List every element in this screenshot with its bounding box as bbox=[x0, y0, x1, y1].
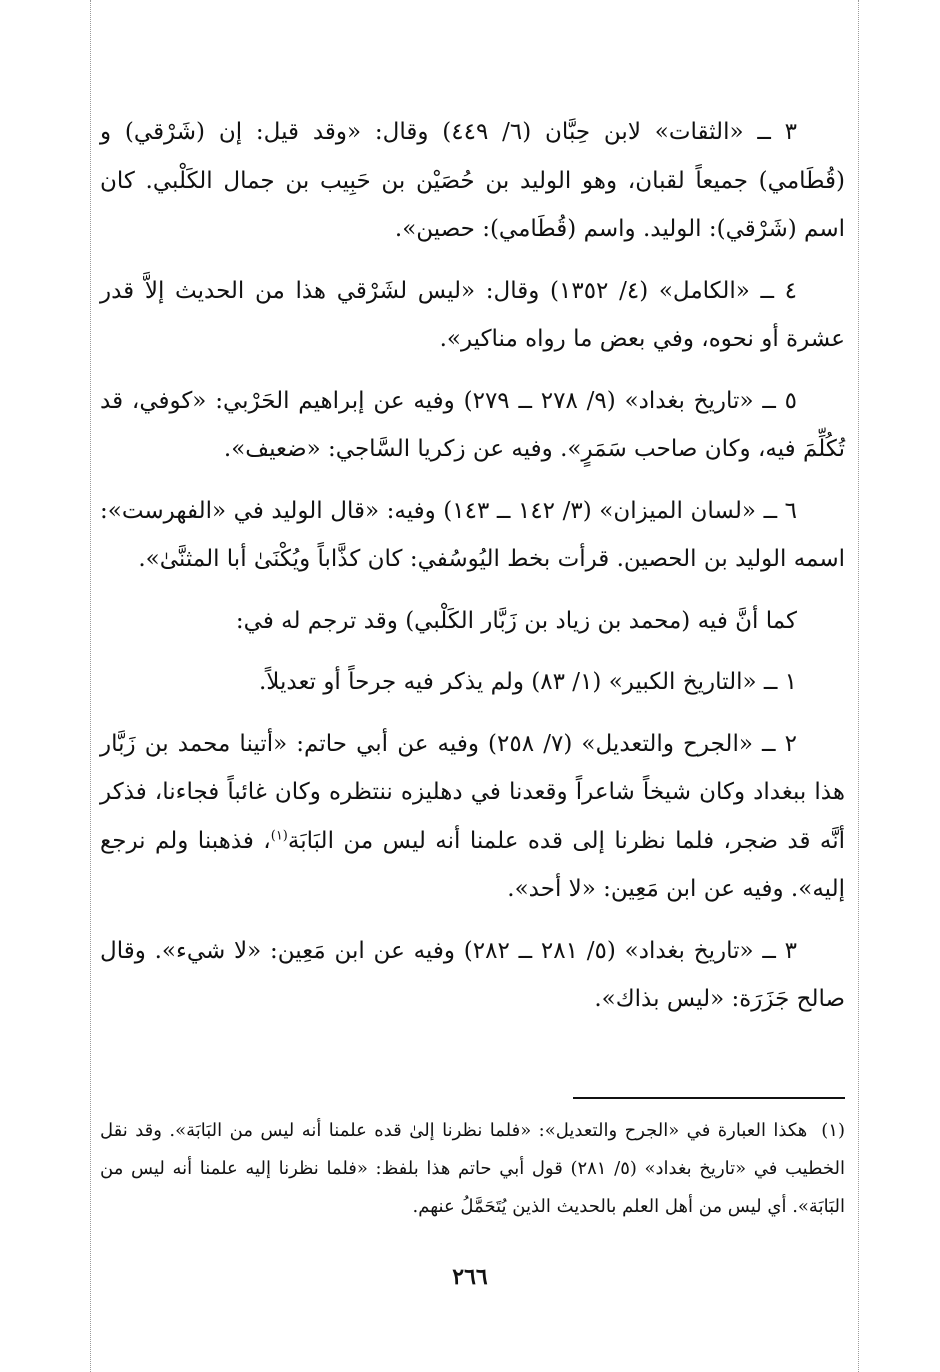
footnote-mark: (١) bbox=[821, 1120, 845, 1141]
paragraph-tarikh-kabir: ١ ــ «التاريخ الكبير» (١/ ٨٣) ولم يذكر فيه جرحاً أو تعديلاً. bbox=[259, 669, 797, 695]
footnote-1 bbox=[100, 1112, 845, 1226]
footnotes-section bbox=[100, 1112, 845, 1226]
paragraph-thiqat: ٣ ــ «الثقات» لابن حِبَّان (٦/ ٤٤٩) وقال: «وقد قيل: إن (شَرْقي) و (قُطَامي) جميعاً لقبان، وهو الوليد بن حُصَيْن بن حَبِيب بن جمال الكَلْبي. كان اسم (شَرْقي): الوليد. واسم (قُطَامي): حصين». bbox=[100, 119, 845, 242]
footnote-reference[interactable]: (١) bbox=[270, 827, 288, 843]
paragraph-tarikh-baghdad-2: ٣ ــ «تاريخ بغداد» (٥/ ٢٨١ ــ ٢٨٢) وفيه عن ابن مَعِين: «لا شيء». وقال صالح جَزَرَة: «ليس بذاك». bbox=[100, 937, 845, 1012]
paragraph-kamil: ٤ ــ «الكامل» (٤/ ١٣٥٢) وقال: «ليس لشَرْقي هذا من الحديث إلاَّ قدر عشرة أو نحوه، وفي بعض ما رواه مناكير». bbox=[100, 277, 845, 352]
paragraph-lisan-al-mizan: ٦ ــ «لسان الميزان» (٣/ ١٤٢ ــ ١٤٣) وفيه: «قال الوليد في «الفهرست»: اسمه الوليد بن الحصين. قرأت بخط اليُوسُفي: كان كذَّاباً ويُكْنَىٰ أبا المثنَّىٰ». bbox=[100, 497, 845, 572]
page-number: ٢٦٦ bbox=[452, 1264, 488, 1290]
footnote-text: هكذا العبارة في «الجرح والتعديل»: «فلما نظرنا إلىٰ قده علمنا أنه ليس من البَابَة». وقد نقل الخطيب في «تاريخ بغداد» (٥/ ٢٨١) قول أبي حاتم هذا بلفظ: «فلما نظرنا إليه علمنا أنه ليس من البَابَة». أي ليس من أهل العلم بالحديث الذين يُتَحَمَّلُ عنهم. bbox=[100, 1120, 845, 1217]
margin-guide-right bbox=[858, 0, 859, 1372]
footnote-divider bbox=[573, 1097, 845, 1099]
margin-guide-left bbox=[90, 0, 91, 1372]
paragraph-tarikh-baghdad-1: ٥ ــ «تاريخ بغداد» (٩/ ٢٧٨ ــ ٢٧٩) وفيه عن إبراهيم الحَرْبي: «كوفي، قد تُكُلِّمَ فيه، وكان صاحب سَمَرٍ». وفيه عن زكريا السَّاجي: «ضعيف». bbox=[100, 387, 845, 462]
paragraph-intro-muhammad: كما أنَّ فيه (محمد بن زياد بن زَبَّار الكَلْبي) وقد ترجم له في: bbox=[235, 607, 797, 634]
paragraph-jarh-tadil-part-2: ، فذهبنا ولم نرجع إليه». وفيه عن ابن مَعِين: «لا أحد». bbox=[100, 827, 845, 902]
paragraph-jarh-tadil bbox=[100, 720, 845, 914]
main-text bbox=[100, 108, 845, 1037]
paragraph-jarh-tadil-part-1: ٢ ــ «الجرح والتعديل» (٧/ ٢٥٨) وفيه عن أبي حاتم: «أتينا محمد بن زَبَّار هذا ببغداد وكان شيخاً شاعراً وقعدنا في دهليزه ننتظره وكان غائباً فجاءنا، فذكر أنَّه قد ضجر، فلما نظرنا إلى قده علمنا أنه ليس من البَابَة bbox=[100, 730, 845, 854]
